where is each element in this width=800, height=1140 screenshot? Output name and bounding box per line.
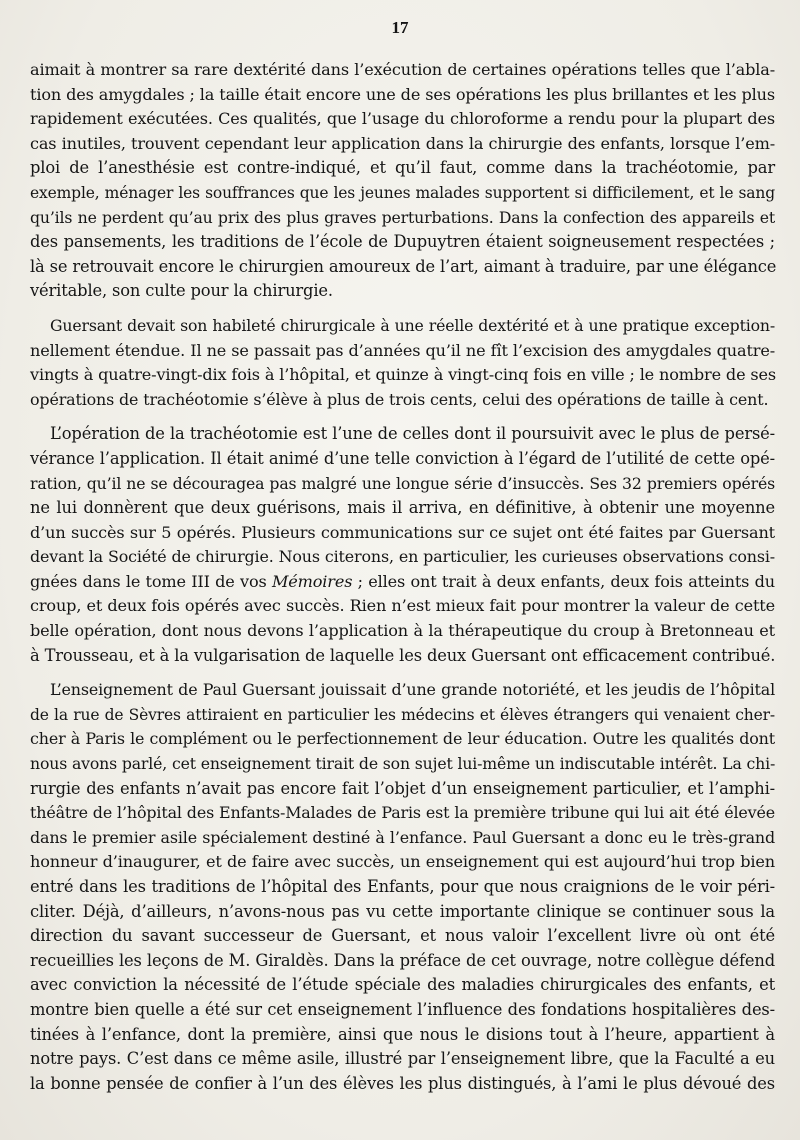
text-line: avec conviction la nécessité de l’étude spéciale des maladies chirurgicales des enfants, et	[30, 975, 775, 995]
text-line: théâtre de l’hôpital des Enfants-Malades de Paris est la première tribune qui lui ait été élevée	[30, 803, 775, 823]
text-line: vingts à quatre-vingt-dix fois à l’hôpital, et quinze à vingt-cinq fois en ville ; le nombre de ses	[30, 365, 777, 385]
text-line: notre pays. C’est dans ce même asile, illustré par l’enseignement libre, que la Faculté a eu	[30, 1049, 775, 1069]
text-line: gnées dans le tome III de vos Mémoires ; elles ont trait à deux enfants, deux fois atteints du	[30, 571, 775, 591]
text-line: aimait à montrer sa rare dextérité dans l’exécution de certaines opérations telles que l’abla-	[30, 60, 775, 79]
text-line: ne lui donnèrent que deux guérisons, mais il arriva, en définitive, à obtenir une moyenne	[30, 498, 775, 518]
text-line: cher à Paris le complément ou le perfectionnement de leur éducation. Outre les qualités dont	[30, 729, 775, 749]
text-line: opérations de trachéotomie s’élève à plus de trois cents, celui des opérations de taille à cent.	[30, 389, 769, 409]
text-line: là se retrouvait encore le chirurgien amoureux de l’art, aimant à traduire, par une élégance	[30, 256, 777, 276]
text-line: ration, qu’il ne se découragea pas malgré une longue série d’insuccès. Ses 32 premiers opérés	[30, 473, 775, 493]
text-line: croup, et deux fois opérés avec succès. Rien n’est mieux fait pour montrer la valeur de cette	[30, 596, 775, 616]
paragraph	[30, 422, 775, 668]
paragraph	[30, 58, 775, 304]
text-line: véritable, son culte pour la chirurgie.	[30, 281, 333, 301]
text-line: à Trousseau, et à la vulgarisation de laquelle les deux Guersant ont efficacement contribué.	[30, 645, 776, 665]
text-line: de la rue de Sèvres attiraient en particulier les médecins et élèves étrangers qui venaient cher-	[30, 705, 775, 724]
text-line: des pansements, les traditions de l’école de Dupuytren étaient soigneusement respectées ;	[30, 232, 775, 252]
text-line: qu’ils ne perdent qu’au prix des plus graves perturbations. Dans la confection des appareils et	[30, 207, 775, 227]
text-line: belle opération, dont nous devons l’application à la thérapeutique du croup à Bretonneau et	[30, 621, 775, 641]
paragraph	[30, 678, 775, 1096]
text-line: cliter. Déjà, d’ailleurs, n’avons-nous pas vu cette importante clinique se continuer sous la	[30, 901, 775, 921]
text-line: rapidement exécutées. Ces qualités, que l’usage du chloroforme a rendu pour la plupart des	[30, 109, 775, 129]
text-line: honneur d’inaugurer, et de faire avec succès, un enseignement qui est aujourd’hui trop bien	[30, 852, 775, 872]
text-line: ploi de l’anesthésie est contre-indiqué, et qu’il faut, comme dans la trachéotomie, par	[30, 158, 775, 178]
text-line: tinées à l’enfance, dont la première, ainsi que nous le disions tout à l’heure, appartient à	[30, 1024, 775, 1044]
text-line: exemple, ménager les souffrances que les jeunes malades supportent si difficilement, et le sang	[30, 183, 775, 202]
text-line: d’un succès sur 5 opérés. Plusieurs communications sur ce sujet ont été faites par Guersant	[30, 522, 775, 542]
journal-title: Mémoires	[271, 571, 353, 591]
text-line: Guersant devait son habileté chirurgicale à une réelle dextérité et à une pratique exception-	[50, 315, 775, 335]
text-line: tion des amygdales ; la taille était encore une de ses opérations les plus brillantes et les plus	[30, 84, 775, 104]
text-line: nous avons parlé, cet enseignement tirait de son sujet lui-même un indiscutable intérêt. La chi-	[30, 754, 776, 774]
text-line: nellement étendue. Il ne se passait pas d’années qu’il ne fît l’excision des amygdales quatre-	[30, 340, 775, 360]
text-line: dans le premier asile spécialement destiné à l’enfance. Paul Guersant a donc eu le très-grand	[30, 827, 775, 847]
text-line: cas inutiles, trouvent cependant leur application dans la chirurgie des enfants, lorsque l’em-	[30, 133, 775, 153]
text-line: L’opération de la trachéotomie est l’une de celles dont il poursuivit avec le plus de persé-	[50, 424, 775, 444]
paragraph	[30, 314, 775, 412]
text-line: entré dans les traditions de l’hôpital des Enfants, pour que nous craignions de le voir péri-	[30, 877, 775, 896]
text-line: vérance l’application. Il était animé d’une telle conviction à l’égard de l’utilité de cette opé-	[30, 448, 775, 468]
text-line: L’enseignement de Paul Guersant jouissait d’une grande notoriété, et les jeudis de l’hôpital	[50, 680, 775, 700]
text-line: montre bien quelle a été sur cet enseignement l’influence des fondations hospitalières des-	[30, 999, 775, 1019]
text-line: devant la Société de chirurgie. Nous citerons, en particulier, les curieuses observations consi-	[30, 547, 775, 567]
text-line: la bonne pensée de confier à l’un des élèves les plus distingués, à l’ami le plus dévoué des	[30, 1073, 775, 1093]
text-line: rurgie des enfants n’avait pas encore fait l’objet d’un enseignement particulier, et l’amphi-	[30, 778, 775, 798]
text-line: direction du savant successeur de Guersant, et nous valoir l’excellent livre où ont été	[30, 926, 775, 946]
body-text	[30, 58, 775, 1106]
page-number: 17	[391, 18, 409, 37]
text-line: recueillies les leçons de M. Giraldès. Dans la préface de cet ouvrage, notre collègue défend	[30, 950, 775, 970]
